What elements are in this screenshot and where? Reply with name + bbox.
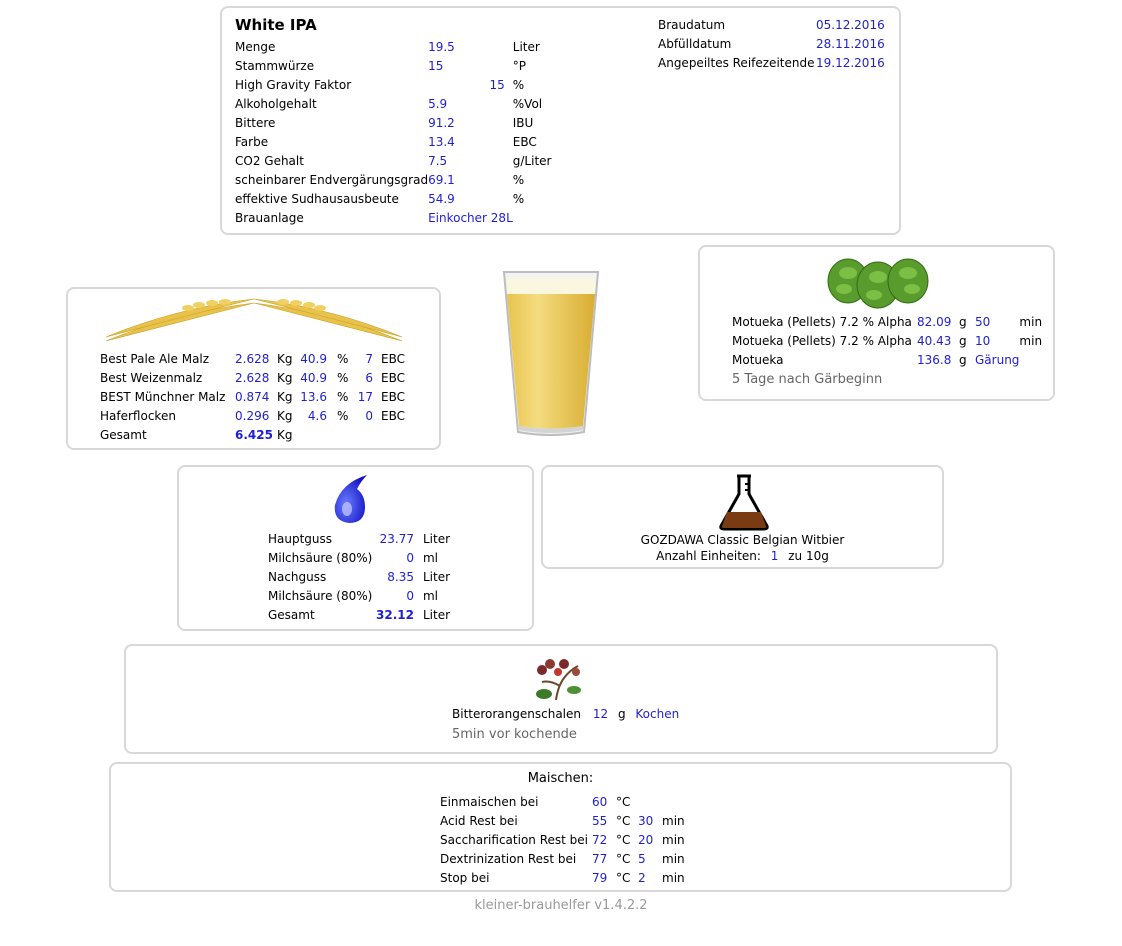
summary-row (235, 208, 551, 227)
water-row (268, 548, 450, 567)
malt-pct-unit: % (337, 351, 349, 366)
malt-pct: 40.9 (300, 370, 327, 385)
orange-branch-icon (534, 656, 586, 702)
malt-total-row (100, 425, 405, 444)
summary-unit: % (512, 77, 525, 92)
water-label: Milchsäure (80%) (268, 588, 373, 603)
summary-unit: g/Liter (512, 153, 552, 168)
summary-unit (513, 208, 552, 227)
water-panel (177, 465, 534, 631)
malt-ebc: 7 (365, 351, 373, 366)
malt-total-value: 6.425 (235, 427, 273, 442)
hop-time: 10 (975, 333, 991, 348)
malt-row (100, 387, 405, 406)
extras-line (452, 707, 679, 721)
hop-unit: g (959, 333, 967, 348)
mash-time-unit: min (662, 832, 685, 847)
dates-table (658, 15, 885, 72)
hop-time: 50 (975, 314, 991, 329)
yeast-units-suffix: zu 10g (788, 549, 829, 563)
mash-time: 2 (638, 870, 646, 885)
mash-temp-unit: °C (616, 832, 631, 847)
yeast-units-label: Anzahl Einheiten: (656, 549, 761, 563)
water-row (268, 586, 450, 605)
summary-label: scheinbarer Endvergärungsgrad (235, 172, 429, 187)
malt-name: BEST Münchner Malz (100, 389, 226, 404)
summary-label: Stammwürze (235, 58, 315, 73)
malt-row (100, 368, 405, 387)
date-label: Abfülldatum (658, 36, 732, 51)
date-value: 28.11.2016 (816, 36, 885, 51)
mash-row (440, 792, 685, 811)
mash-time-unit: min (662, 851, 685, 866)
extras-amount: 12 (592, 707, 609, 721)
yeast-panel (541, 465, 944, 569)
malt-total-label: Gesamt (100, 427, 147, 442)
summary-row (235, 151, 551, 170)
extras-stage: Kochen (635, 707, 680, 721)
summary-label: Alkoholgehalt (235, 96, 317, 111)
malt-pct: 13.6 (300, 389, 327, 404)
mash-row (440, 811, 685, 830)
mash-time-unit: min (662, 870, 685, 885)
yeast-units-value: 1 (770, 549, 779, 563)
summary-table (235, 37, 551, 227)
summary-unit: % (512, 191, 525, 206)
summary-value: 15 (489, 77, 505, 92)
water-unit: ml (422, 550, 438, 565)
date-value: 19.12.2016 (816, 55, 885, 70)
summary-row (235, 189, 551, 208)
date-label: Braudatum (658, 17, 726, 32)
hops-note: 5 Tage nach Gärbeginn (732, 372, 883, 387)
hop-amount: 40.43 (917, 333, 952, 348)
hop-row (732, 312, 1042, 331)
hops-icon (826, 251, 930, 309)
malt-pct-unit: % (337, 408, 349, 423)
mash-temp: 72 (592, 832, 608, 847)
mash-temp: 55 (592, 813, 608, 828)
malt-kg: 0.296 (235, 408, 270, 423)
malt-pct-unit: % (337, 370, 349, 385)
summary-row (235, 113, 551, 132)
summary-label: Bittere (235, 115, 276, 130)
extras-note: 5min vor kochende (452, 727, 577, 742)
malt-total-unit: Kg (277, 427, 293, 442)
hop-amount: 136.8 (917, 352, 952, 367)
water-row (268, 567, 450, 586)
water-label: Hauptguss (268, 531, 333, 546)
malt-ebc: 17 (357, 389, 373, 404)
summary-unit: °P (512, 58, 527, 73)
mash-panel (109, 762, 1012, 892)
malt-ebc-unit: EBC (381, 408, 405, 423)
summary-label: Brauanlage (235, 210, 304, 225)
hop-name: Motueka (Pellets) 7.2 % Alpha (732, 314, 912, 329)
mash-row (440, 868, 685, 887)
mash-label: Stop bei (440, 870, 490, 885)
mash-table (440, 792, 685, 887)
mash-temp: 77 (592, 851, 608, 866)
summary-value: 69.1 (428, 172, 455, 187)
water-total-unit: Liter (422, 607, 451, 622)
mash-label: Acid Rest bei (440, 813, 518, 828)
date-value: 05.12.2016 (816, 17, 885, 32)
malt-ebc-unit: EBC (381, 351, 405, 366)
summary-unit: %Vol (512, 96, 543, 111)
mash-row (440, 830, 685, 849)
summary-value: 13.4 (428, 134, 455, 149)
summary-row (235, 75, 551, 94)
mash-temp-unit: °C (616, 870, 631, 885)
flask-icon (717, 472, 771, 532)
summary-row (235, 37, 551, 56)
summary-row (235, 94, 551, 113)
water-unit: Liter (422, 531, 451, 546)
water-table (268, 529, 450, 624)
malt-kg-unit: Kg (277, 351, 293, 366)
mash-time (638, 792, 662, 811)
water-value: 0 (406, 550, 414, 565)
mash-title: Maischen: (527, 771, 594, 786)
water-value: 0 (406, 588, 414, 603)
recipe-title: White IPA (235, 16, 317, 34)
hop-time: Gärung (975, 352, 1020, 367)
malt-ebc-unit: EBC (381, 370, 405, 385)
malt-ebc: 6 (365, 370, 373, 385)
water-unit: Liter (422, 569, 451, 584)
water-unit: ml (422, 588, 438, 603)
date-label: Angepeiltes Reifezeitende (658, 55, 815, 70)
date-row (658, 15, 885, 34)
summary-value: 54.9 (428, 191, 455, 206)
summary-unit: EBC (512, 134, 537, 149)
summary-value: 15 (428, 58, 444, 73)
hop-time-unit: min (1019, 314, 1043, 329)
yeast-units (543, 549, 942, 563)
mash-temp: 79 (592, 870, 608, 885)
mash-label: Einmaischen bei (440, 794, 539, 809)
mash-time: 20 (638, 832, 654, 847)
mash-temp: 60 (592, 794, 608, 809)
summary-value: 5.9 (428, 96, 448, 111)
water-row (268, 529, 450, 548)
hop-time-unit: min (1019, 333, 1043, 348)
malt-name: Best Pale Ale Malz (100, 351, 210, 366)
summary-unit: % (512, 172, 525, 187)
date-row (658, 53, 885, 72)
yeast-name: GOZDAWA Classic Belgian Witbier (640, 533, 845, 547)
summary-value: 7.5 (428, 153, 448, 168)
water-drop-icon (331, 473, 371, 525)
summary-unit: Liter (512, 39, 540, 54)
summary-label: High Gravity Faktor (235, 77, 352, 92)
water-value: 23.77 (379, 531, 414, 546)
malt-row (100, 406, 405, 425)
malt-kg-unit: Kg (277, 389, 293, 404)
water-label: Milchsäure (80%) (268, 550, 373, 565)
hop-unit: g (959, 352, 967, 367)
mash-temp-unit: °C (616, 794, 631, 809)
malt-kg-unit: Kg (277, 370, 293, 385)
hop-row (732, 331, 1042, 350)
summary-label: Farbe (235, 134, 269, 149)
summary-value: 91.2 (428, 115, 455, 130)
malt-kg: 2.628 (235, 370, 270, 385)
mash-time: 5 (638, 851, 646, 866)
summary-row (235, 56, 551, 75)
malt-pct: 4.6 (307, 408, 327, 423)
mash-time-unit: min (662, 813, 685, 828)
hop-row (732, 350, 1042, 369)
malt-row (100, 349, 405, 368)
water-total-label: Gesamt (268, 607, 315, 622)
malt-ebc: 0 (365, 408, 373, 423)
hop-name: Motueka (732, 352, 784, 367)
malt-pct: 40.9 (300, 351, 327, 366)
extras-panel (124, 644, 998, 754)
summary-label: effektive Sudhausausbeute (235, 191, 399, 206)
hop-name: Motueka (Pellets) 7.2 % Alpha (732, 333, 912, 348)
malt-name: Haferflocken (100, 408, 176, 423)
mash-temp-unit: °C (616, 851, 631, 866)
hops-panel (698, 245, 1055, 401)
mash-temp-unit: °C (616, 813, 631, 828)
malt-table (100, 349, 405, 444)
summary-value: 19.5 (428, 39, 455, 54)
summary-unit: IBU (512, 115, 534, 130)
summary-row (235, 132, 551, 151)
malt-name: Best Weizenmalz (100, 370, 203, 385)
malt-ebc-unit: EBC (381, 389, 405, 404)
hop-amount: 82.09 (917, 314, 952, 329)
extras-unit: g (617, 707, 626, 721)
summary-label: CO2 Gehalt (235, 153, 304, 168)
footer-version: kleiner-brauhelfer v1.4.2.2 (474, 898, 648, 913)
mash-time: 30 (638, 813, 654, 828)
summary-value: Einkocher 28L (428, 210, 513, 225)
hop-unit: g (959, 314, 967, 329)
water-label: Nachguss (268, 569, 327, 584)
water-total-row (268, 605, 450, 624)
summary-panel (220, 6, 901, 235)
malt-kg: 2.628 (235, 351, 270, 366)
summary-label: Menge (235, 39, 276, 54)
summary-row (235, 170, 551, 189)
malt-pct-unit: % (337, 389, 349, 404)
mash-time-unit (662, 792, 685, 811)
malt-kg-unit: Kg (277, 408, 293, 423)
extras-name: Bitterorangenschalen (452, 707, 581, 721)
water-value: 8.35 (387, 569, 414, 584)
malt-panel (66, 287, 441, 450)
wheat-icon (104, 293, 404, 345)
mash-label: Dextrinization Rest bei (440, 851, 577, 866)
beer-glass-icon (502, 268, 600, 440)
malt-kg: 0.874 (235, 389, 270, 404)
mash-row (440, 849, 685, 868)
date-row (658, 34, 885, 53)
hop-time-unit (1019, 350, 1042, 369)
water-total-value: 32.12 (376, 607, 414, 622)
mash-label: Saccharification Rest bei (440, 832, 588, 847)
hops-table (732, 312, 1042, 369)
